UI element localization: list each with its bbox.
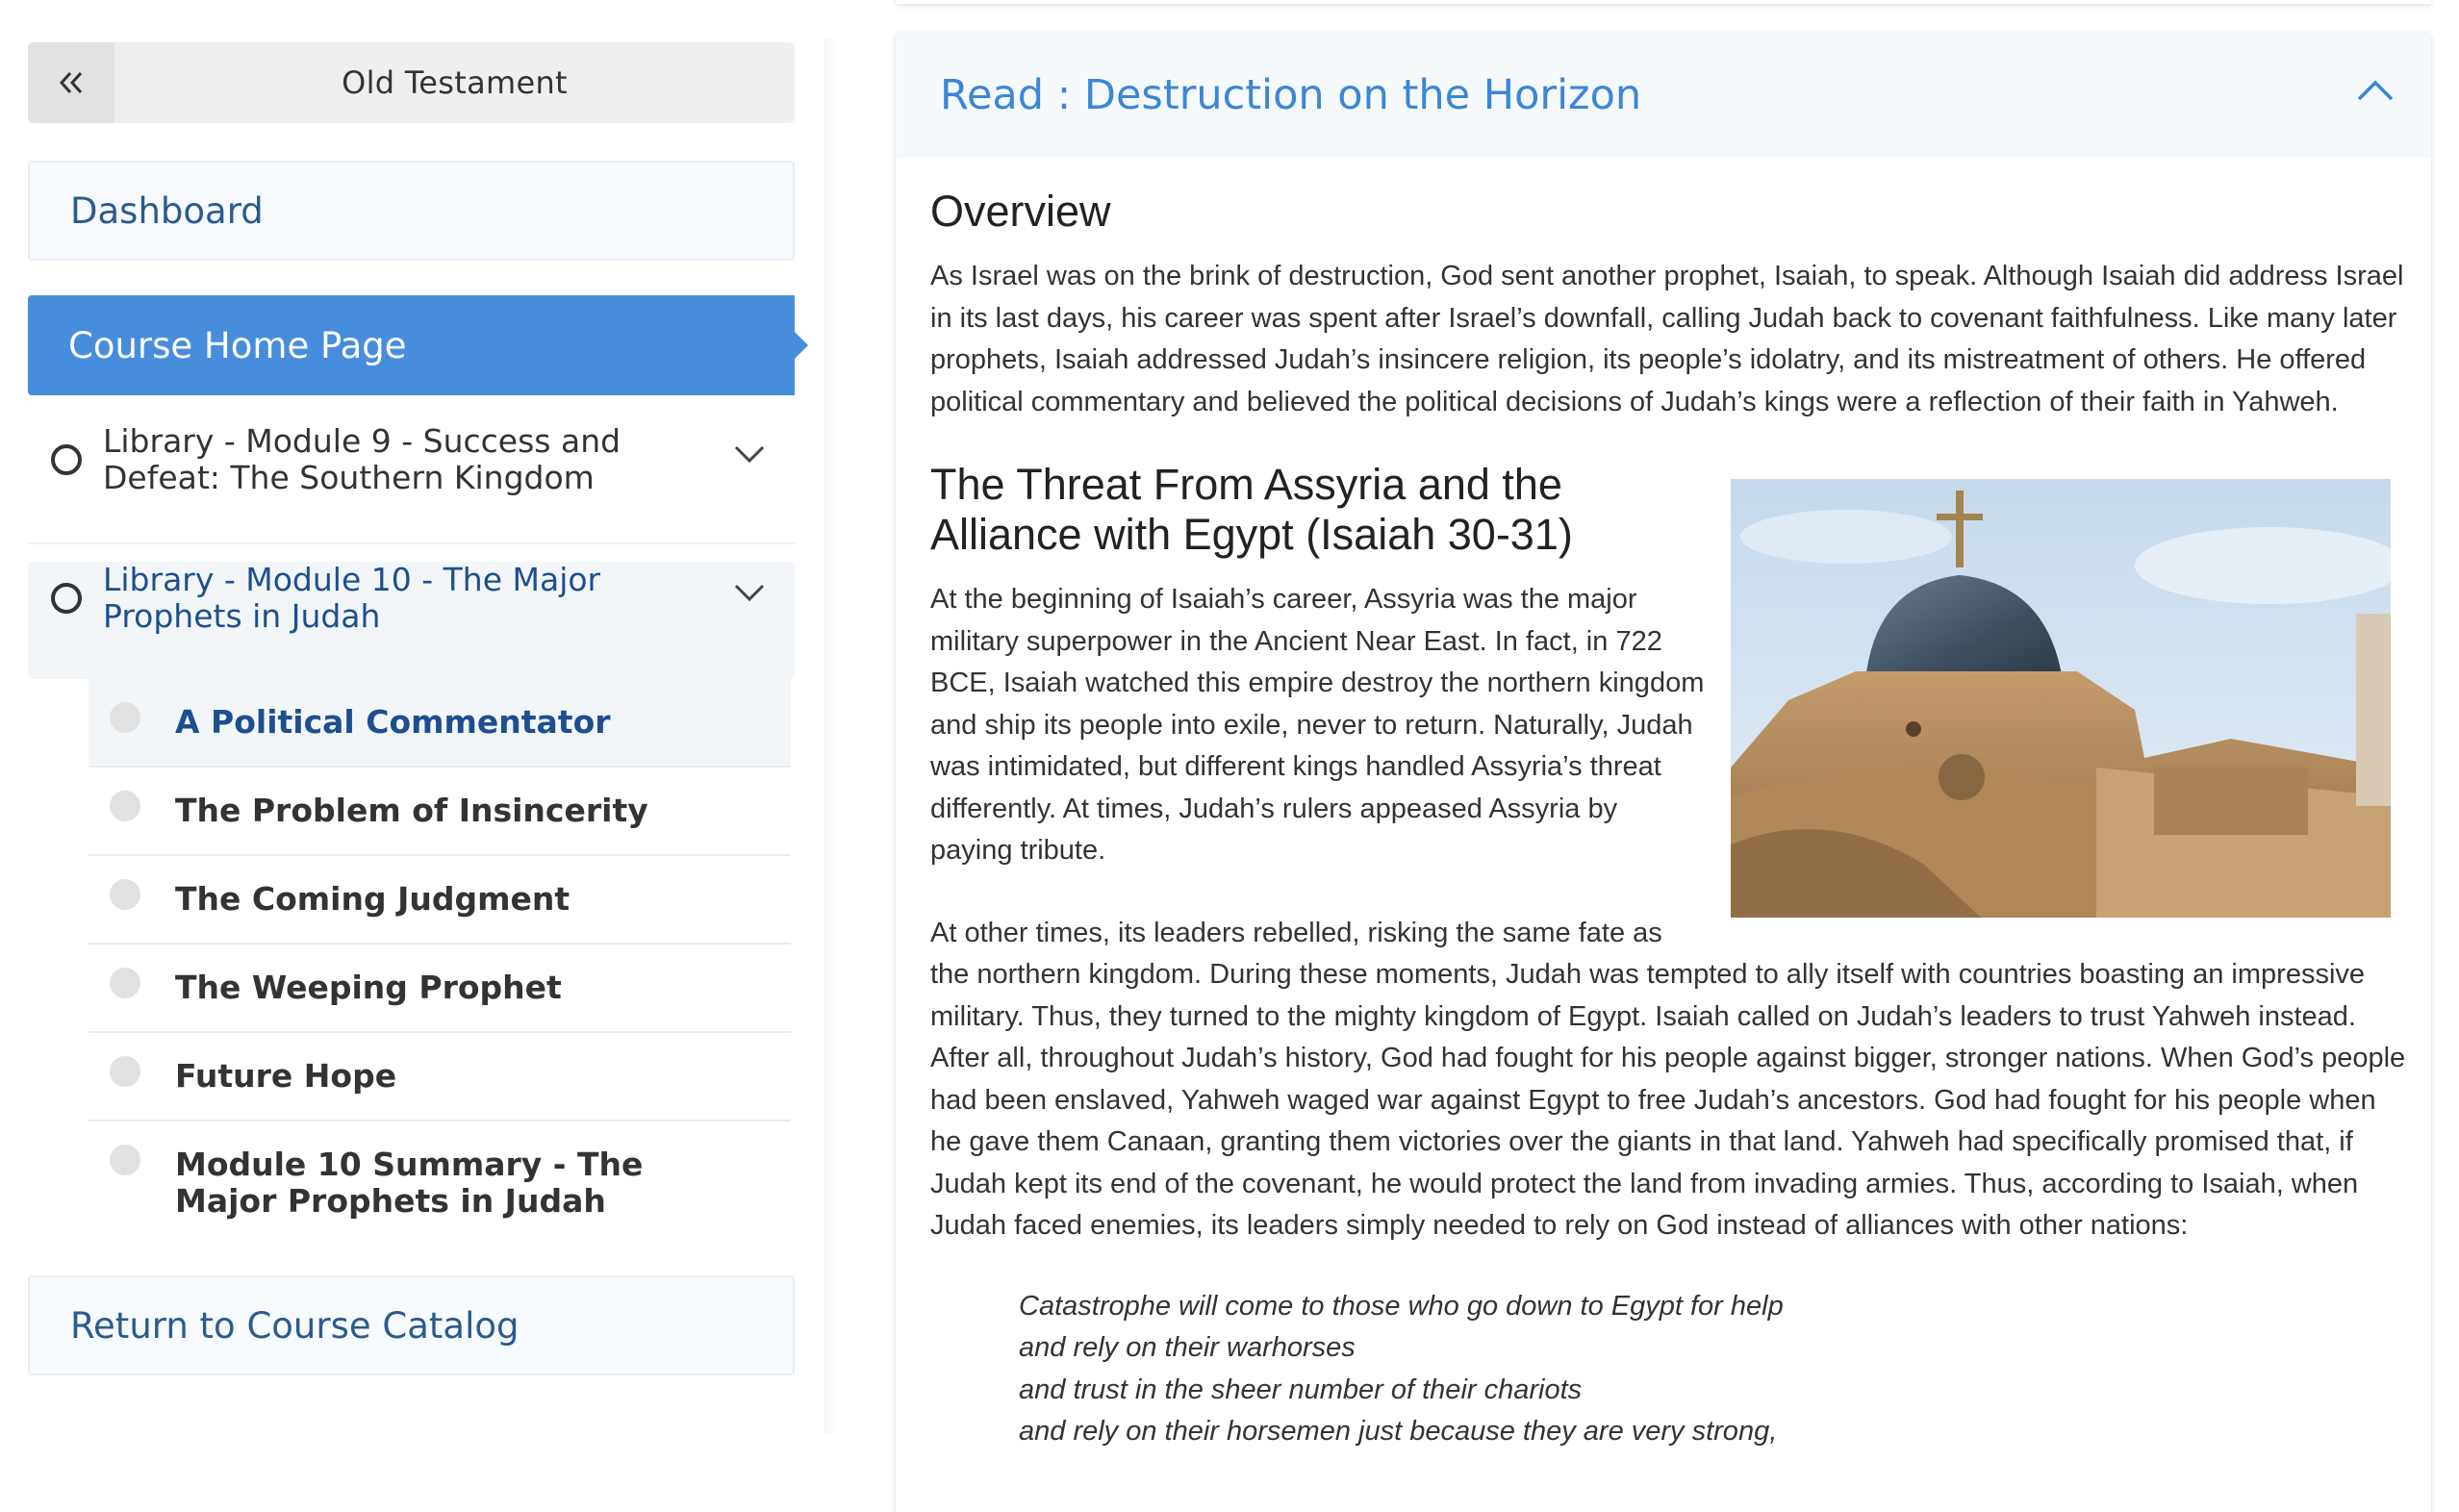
lesson-title: A Political Commentator bbox=[175, 703, 611, 741]
lesson-title: The Weeping Prophet bbox=[175, 969, 562, 1006]
incomplete-circle-icon bbox=[51, 583, 82, 614]
lesson-title: The Problem of Insincerity bbox=[175, 792, 648, 829]
quote-line: Catastrophe will come to those who go down to Egypt for help bbox=[1019, 1290, 1784, 1322]
dashboard-link[interactable]: Dashboard bbox=[28, 161, 795, 261]
reading-content bbox=[930, 187, 2412, 1453]
status-dot-icon bbox=[110, 1056, 140, 1087]
divider bbox=[28, 542, 795, 544]
threat-paragraph-1: At the beginning of Isaiah’s career, Assyria was the major military superpower in the Ancient Near East. In fact, in 722 BCE, Isaiah watched this empire destroy the northern kingdom and ship its people into exile, never to return. Naturally, Judah was intimidated, but different kings handled Assyria’s threat differently. At times, Judah’s rulers appeased Assyria by paying tribute. bbox=[930, 584, 1705, 866]
status-dot-icon bbox=[110, 791, 140, 821]
chevron-down-icon[interactable] bbox=[733, 583, 766, 602]
quote-line: and trust in the sheer number of their chariots bbox=[1019, 1373, 1583, 1405]
lesson-item[interactable] bbox=[89, 856, 791, 945]
incomplete-circle-icon bbox=[51, 444, 82, 475]
status-dot-icon bbox=[110, 968, 140, 998]
status-dot-icon bbox=[110, 879, 140, 910]
overview-paragraph: As Israel was on the brink of destruction, God sent another prophet, Isaiah, to speak. Although Isaiah did address Israel in its last days, his career was spent after Israel’s downfall, calling Judah back to covenant faithfulness. Like many later prophets, Isaiah addressed Judah’s insincere religion, its people’s idolatry, and its mistreatment of others. He offered political commentary and believed the political decisions of Judah’s kings were a reflection of their faith in Yahweh. bbox=[930, 261, 2404, 417]
overview-heading: Overview bbox=[930, 187, 1111, 236]
previous-card-edge bbox=[896, 0, 2431, 4]
quote-line: and rely on their warhorses bbox=[1019, 1332, 1356, 1363]
chevron-up-icon[interactable] bbox=[2356, 79, 2395, 102]
church-dome-image bbox=[1731, 479, 2391, 918]
chevron-down-icon[interactable] bbox=[733, 444, 766, 464]
module-title: Library - Module 9 - Success and Defeat: The Southern Kingdom bbox=[103, 422, 621, 496]
lesson-item[interactable] bbox=[89, 1121, 791, 1229]
sidebar bbox=[0, 0, 827, 1512]
collapse-sidebar-button[interactable] bbox=[28, 42, 114, 123]
double-chevron-left-icon bbox=[57, 68, 86, 97]
lesson-item[interactable] bbox=[89, 1033, 791, 1121]
lesson-title: Future Hope bbox=[175, 1057, 397, 1095]
lesson-list bbox=[89, 679, 791, 1229]
threat-paragraph-2: At other times, its leaders rebelled, risking the same fate as the northern kingdom. During these moments, Judah was tempted to ally itself with countries boasting an impressive military. Thus, they turned to the mighty kingdom of Egypt. Isaiah called on Judah’s leaders to trust Yahweh instead. After all, throughout Judah’s history, God had fought for his people against bigger, stronger nations. When God’s people had been enslaved, Yahweh waged war against Egypt to free Judah’s ancestors. God had fought for his people when he gave them Canaan, granting them victories over the giants in that land. Yahweh had specifically promised that, if Judah kept its end of the covenant, he would protect the land from invading armies. Thus, according to Isaiah, when Judah faced enemies, its leaders simply needed to rely on God instead of alliances with other nations: bbox=[930, 917, 2406, 1241]
lesson-item[interactable] bbox=[89, 945, 791, 1033]
course-header bbox=[28, 42, 795, 123]
course-home-link[interactable]: Course Home Page bbox=[28, 295, 795, 395]
module-9-item[interactable] bbox=[28, 423, 795, 542]
status-dot-icon bbox=[110, 1145, 140, 1175]
course-title: Old Testament bbox=[342, 64, 568, 101]
section-heading: The Threat From Assyria and the Alliance with Egypt (Isaiah 30-31) bbox=[930, 460, 1573, 559]
lesson-title: Module 10 Summary - The Major Prophets in Judah bbox=[175, 1146, 644, 1220]
return-catalog-link[interactable]: Return to Course Catalog bbox=[28, 1275, 795, 1375]
card-title: Read : Destruction on the Horizon bbox=[940, 71, 1642, 119]
quote-line: and rely on their horsemen just because they are very strong, bbox=[1019, 1416, 1778, 1447]
module-10-item[interactable] bbox=[28, 562, 795, 679]
church-dome-photo bbox=[1731, 479, 2391, 918]
module-title: Library - Module 10 - The Major Prophets in Judah bbox=[103, 561, 601, 635]
status-dot-icon bbox=[110, 702, 140, 733]
sidebar-shadow bbox=[824, 38, 839, 1433]
lesson-item[interactable] bbox=[89, 768, 791, 856]
scripture-quote bbox=[1019, 1286, 2412, 1453]
reading-card bbox=[896, 33, 2431, 1512]
card-header[interactable] bbox=[896, 33, 2431, 158]
lesson-item[interactable] bbox=[89, 679, 791, 768]
lesson-title: The Coming Judgment bbox=[175, 880, 570, 918]
